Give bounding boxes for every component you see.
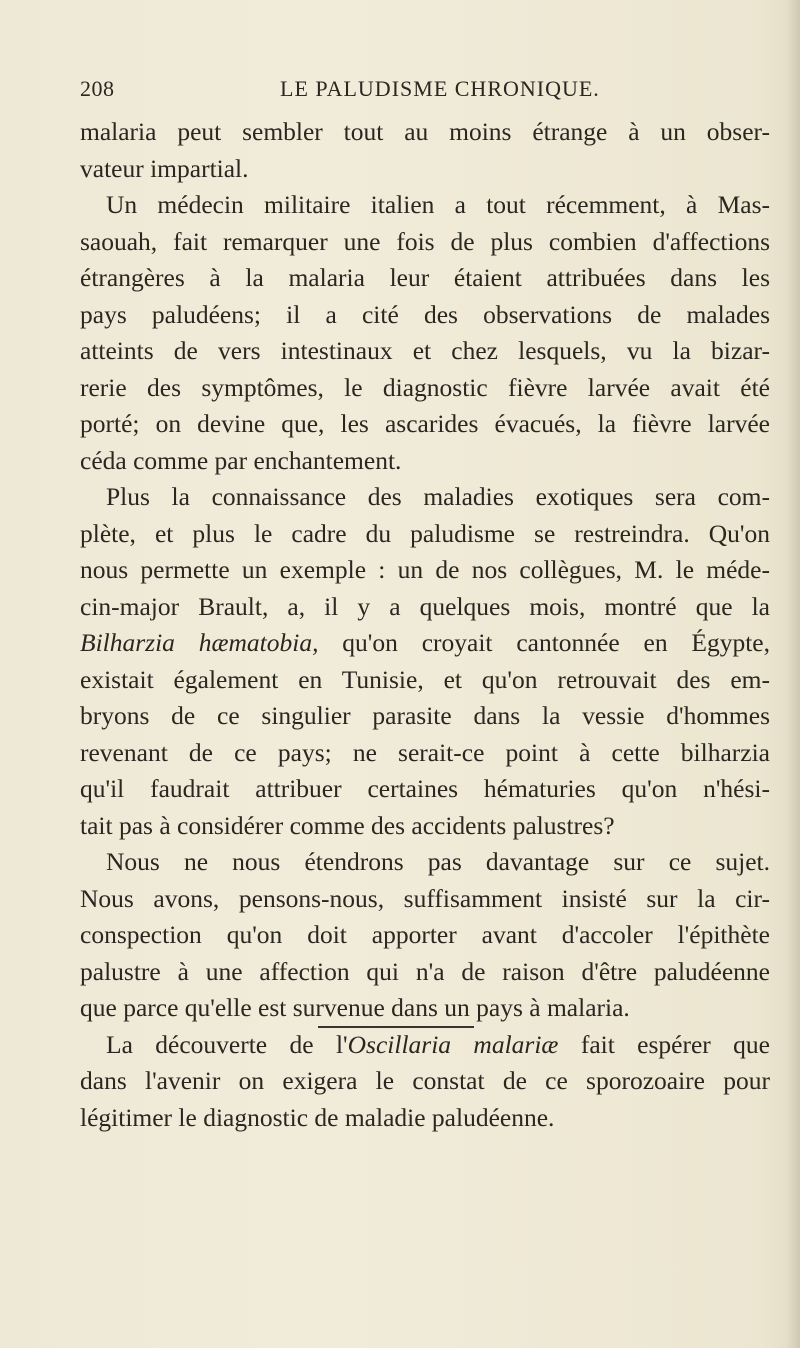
page-number: 208 [80,76,115,101]
text-fragment: qu'on croyait cantonnée en Égypte, [318,628,770,657]
text-line-italic-term [80,1027,770,1064]
text-line: palustre à une affection qui n'a de raison d'être paludéenne [80,956,770,986]
text-line: Nous avons, pensons-nous, suffisamment insisté sur la cir- [80,883,770,913]
text-line: plète, et plus le cadre du paludisme se restreindra. Qu'on [80,518,770,548]
body-text [80,114,770,1136]
text-line: rerie des symptômes, le diagnostic fièvre larvée avait été [80,372,770,402]
text-line: céda comme par enchantement. [80,445,402,475]
end-rule [318,1026,474,1028]
text-line: existait également en Tunisie, et qu'on retrouvait des em- [80,664,770,694]
text-fragment: fait espérer que [558,1029,770,1059]
text-line: conspection qu'on doit apporter avant d'accoler l'épithète [80,920,770,949]
text-line: Nous ne nous étendrons pas davantage sur ce sujet. [106,847,770,876]
text-line: nous permette un exemple : un de nos collègues, M. le méde- [80,555,770,584]
page-edge-shadow [786,0,800,1348]
text-line: qu'il faudrait attribuer certaines hématuries qu'on n'hési- [80,774,770,803]
text-line: que parce qu'elle est survenue dans un pays à malaria. [80,993,630,1022]
text-line: pays paludéens; il a cité des observations de malades [80,299,770,329]
text-line: étrangères à la malaria leur étaient attribuées dans les [80,263,770,292]
text-line: Un médecin militaire italien a tout récemment, à Mas- [106,190,770,219]
text-line: revenant de ce pays; ne serait-ce point à cette bilharzia [80,737,770,767]
text-line-italic-term [80,625,770,662]
text-line: tait pas à considérer comme des accidents palustres? [80,810,615,840]
italic-term: Bilharzia hæmatobia, [80,628,319,657]
text-line: cin-major Brault, a, il y a quelques mois, montré que la [80,591,770,621]
text-fragment: La découverte de l' [106,1029,348,1059]
italic-term: Oscillaria malariæ [347,1029,559,1059]
text-line: porté; on devine que, les ascarides évacués, la fièvre larvée [80,409,770,438]
running-head: LE PALUDISME CHRONIQUE. [280,76,600,101]
text-line: malaria peut sembler tout au moins étrange à un obser- [80,117,770,146]
text-line: légitimer le diagnostic de maladie paludéenne. [80,1102,555,1132]
page-header [80,76,770,106]
text-line: Plus la connaissance des maladies exotiques sera com- [106,482,770,511]
text-line: atteints de vers intestinaux et chez lesquels, vu la bizar- [80,336,770,365]
text-line: saouah, fait remarquer une fois de plus combien d'affections [80,226,770,256]
text-line: bryons de ce singulier parasite dans la vessie d'hommes [80,701,770,730]
text-line: dans l'avenir on exigera le constat de ce sporozoaire pour [80,1066,770,1095]
text-line: vateur impartial. [80,153,249,183]
